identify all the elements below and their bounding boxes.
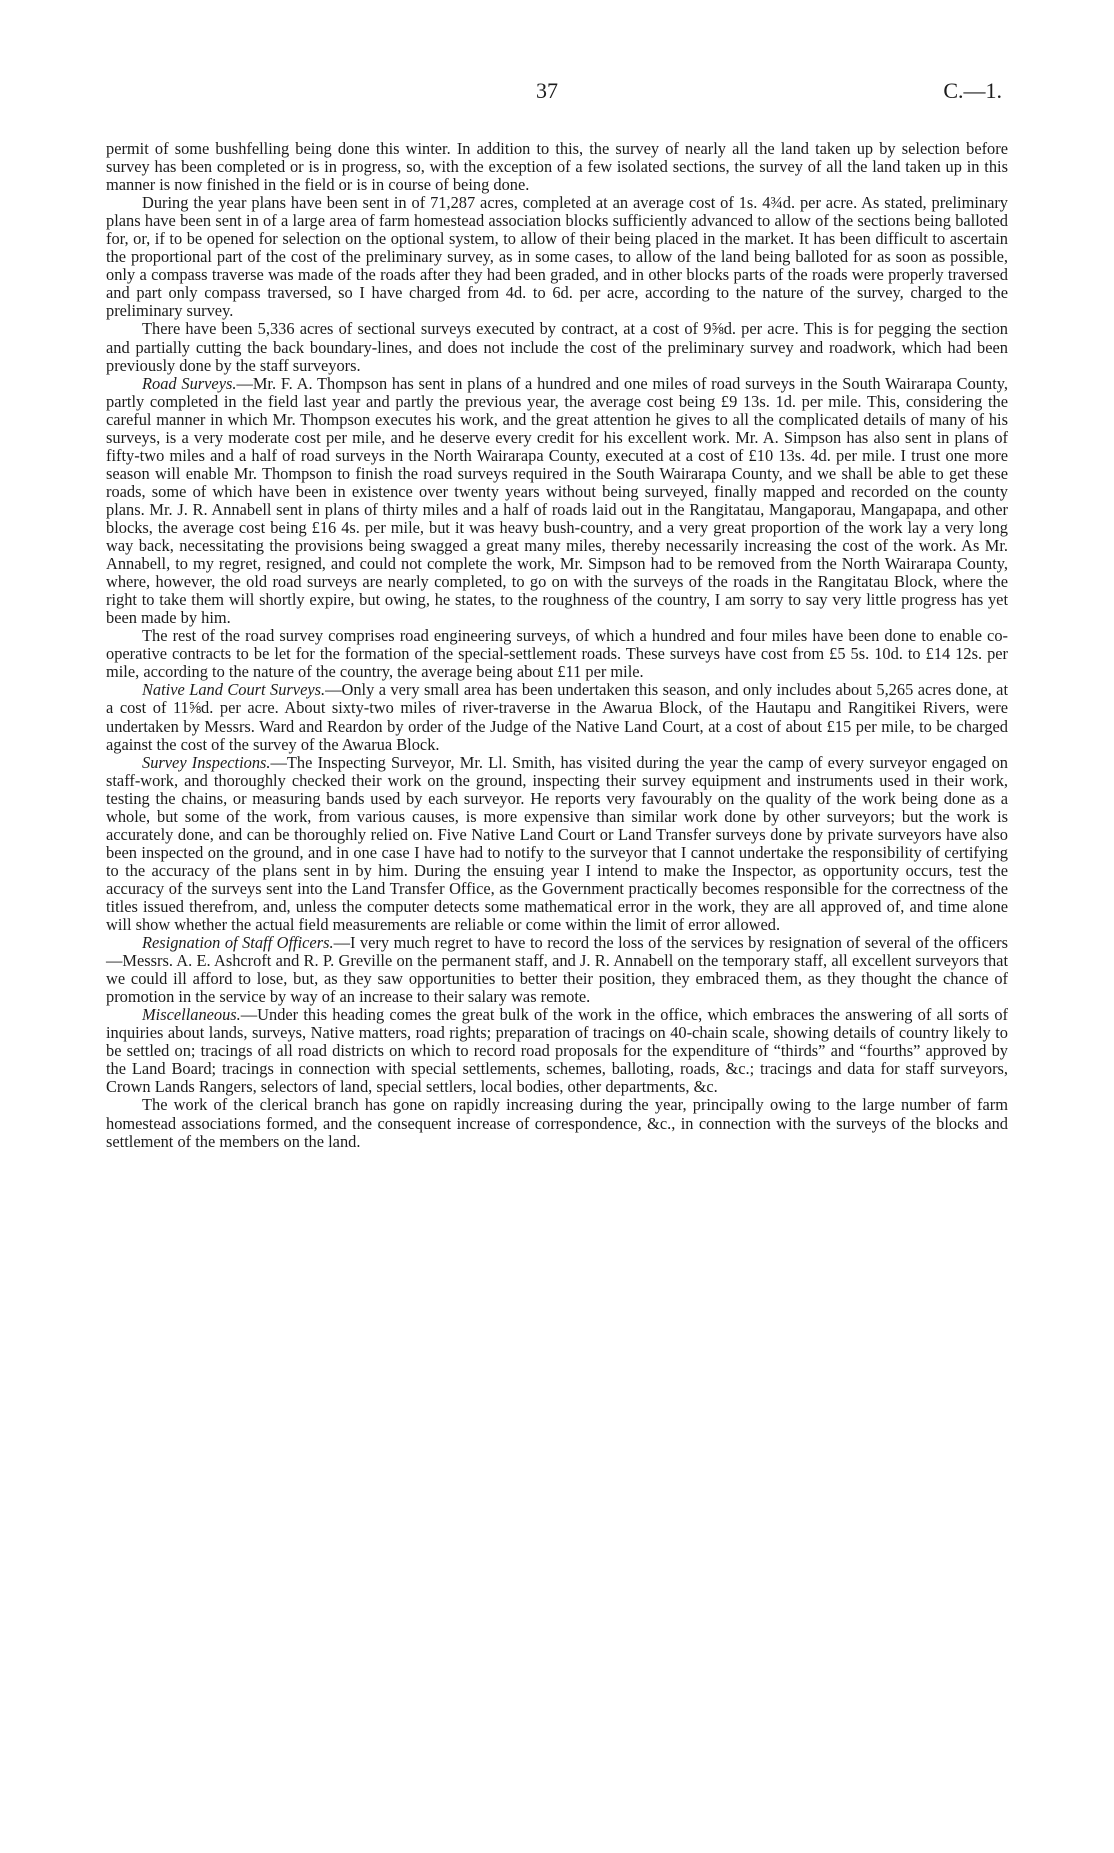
paragraph-text: —Mr. F. A. Thompson has sent in plans of a hundred and one miles of road surveys in the South Wairarapa County, partly completed in the field last year and partly the previous year, the average cost being £9 13s. 1d. per mile. This, considering the careful manner in which Mr. Thompson executes his work, and the great attention he gives to all the complicated details of many of his surveys, is a very moderate cost per mile, and he deserve every credit for his excellent work. Mr. A. Simpson has also sent in plans of fifty-two miles and a half of road surveys in the North Wairarapa County, executed at a cost of £10 13s. 4d. per mile. I trust one more season will enable Mr. Thompson to finish the road surveys required in the South Wairarapa County, and we shall be able to get these roads, some of which have been in existence over twenty years without being surveyed, finally mapped and recorded on the county plans. Mr. J. R. Annabell sent in plans of thirty miles and a half of roads laid out in the Rangitatau, Mangaporau, Mangapapa, and other blocks, the average cost being £16 4s. per mile, but it was heavy bush-country, and a very great proportion of the work lay a very long way back, necessitating the provisions being swagged a great many miles, thereby necessarily increasing the cost of the work. As Mr. Annabell, to my regret, resigned, and could not complete the work, Mr. Simpson had to be removed from the North Wairarapa County, where, however, the old road surveys are nearly completed, to go on with the surveys of the roads in the Rangitatau Block, where the right to take them will shortly expire, but owing, he states, to the roughness of the country, I am sorry to say very little progress has yet been made by him. [106, 373, 1008, 628]
document-reference: C.—1. [943, 78, 1002, 103]
body-text [106, 140, 1008, 1151]
paragraph-text: —Only a very small area has been undertaken this season, and only includes about 5,265 acres done, at a cost of 11⅝d. per acre. About sixty-two miles of river-traverse in the Awarua Block, of the Hautapu and Rangitikei Rivers, were undertaken by Messrs. Ward and Reardon by order of the Judge of the Native Land Court, at a cost of about £15 per mile, to be charged against the cost of the survey of the Awarua Block. [106, 680, 1009, 754]
paragraph-text: The work of the clerical branch has gone on rapidly increasing during the year, principally owing to the large number of farm homestead associations formed, and the consequent increase of correspondence, &c., in connection with the surveys of the blocks and settlement of the members on the land. [106, 1095, 1008, 1151]
page-header [0, 78, 1114, 112]
paragraph-road-engineering [106, 627, 1008, 681]
paragraph-road-surveys [106, 375, 1008, 628]
paragraph-text: The rest of the road survey comprises road engineering surveys, of which a hundred and four miles have been done to enable co-operative contracts to be let for the formation of the special-settlement roads. These surveys have cost from £5 5s. 10d. to £14 12s. per mile, according to the nature of the country, the average being about £11 per mile. [106, 626, 1008, 682]
paragraph-miscellaneous [106, 1006, 1008, 1096]
page-number: 37 [536, 78, 558, 103]
paragraph-native-land-court [106, 681, 1008, 753]
paragraph-survey-inspections [106, 754, 1008, 934]
section-heading-native-land-court: Native Land Court Surveys. [142, 680, 326, 700]
paragraph-text: —I very much regret to have to record the loss of the services by resignation of several of the officers—Messrs. A. E. Ashcroft and R. P. Greville on the permanent staff, and J. R. Annabell on the temporary staff, all excellent surveyors that we could ill afford to lose, but, as they saw opportunities to better their position, they embraced them, as they thought the chance of promotion in the service by way of an increase to their salary was remote. [106, 933, 1008, 1007]
paragraph-clerical-branch [106, 1096, 1008, 1150]
paragraph-sectional-surveys [106, 320, 1008, 374]
paragraph-text: During the year plans have been sent in of 71,287 acres, completed at an average cost of 1s. 4¾d. per acre. As stated, preliminary plans have been sent in of a large area of farm homestead association blocks sufficiently advanced to allow of the sections being balloted for, or, if to be opened for selection on the optional system, to allow of their being placed in the market. It has been difficult to ascertain the proportional part of the cost of the preliminary survey, as in some cases, to allow of the land being balloted for as soon as possible, only a compass traverse was made of the roads after they had been graded, and in other blocks parts of the roads were properly traversed and part only compass traversed, so I have charged from 4d. to 6d. per acre, according to the nature of the survey, charged to the preliminary survey. [106, 193, 1008, 321]
paragraph-text: permit of some bushfelling being done this winter. In addition to this, the survey of nearly all the land taken up by selection before survey has been completed or is in progress, so, with the exception of a few isolated sections, the survey of all the land taken up in this manner is now finished in the field or is in course of being done. [106, 139, 1008, 195]
paragraph-resignation [106, 934, 1008, 1006]
section-heading-miscellaneous: Miscellaneous. [142, 1005, 241, 1025]
paragraph-text: —The Inspecting Surveyor, Mr. Ll. Smith, has visited during the year the camp of every surveyor engaged on staff-work, and thoroughly checked their work on the ground, inspecting their survey equipment and instruments used in their work, testing the chains, or measuring bands used by each surveyor. He reports very favourably on the quality of the work being done as a whole, but some of the work, from various causes, is more expensive than similar work done by other surveyors; but the work is accurately done, and can be thoroughly relied on. Five Native Land Court or Land Transfer surveys done by private surveyors have also been inspected on the ground, and in one case I have had to notify to the surveyor that I cannot undertake the responsibility of certifying to the accuracy of the plans sent in by him. During the ensuing year I intend to make the Inspector, as opportunity occurs, test the accuracy of the surveys sent into the Land Transfer Office, as the Government practically becomes responsible for the correctness of the titles issued therefrom, and, unless the computer detects some mathematical error in the work, they are all approved of, and time alone will show whether the actual field measurements are reliable or come within the limit of error allowed. [106, 752, 1008, 935]
paragraph-text: —Under this heading comes the great bulk of the work in the office, which embraces the answering of all sorts of inquiries about lands, surveys, Native matters, road rights; preparation of tracings on 40-chain scale, showing details of country likely to be settled on; tracings of all road districts on which to record road proposals for the expenditure of “thirds” and “fourths” approved by the Land Board; tracings in connection with special settlements, schemes, balloting, roads, &c.; tracings and data for staff surveyors, Crown Lands Rangers, selectors of land, special settlers, local bodies, other departments, &c. [106, 1005, 1008, 1097]
section-heading-road-surveys: Road Surveys. [142, 373, 237, 393]
paragraph-plans-sent [106, 194, 1008, 320]
paragraph-text: There have been 5,336 acres of sectional surveys executed by contract, at a cost of 9⅝d. per acre. This is for pegging the section and partially cutting the back boundary-lines, and does not include the cost of the preliminary survey and roadwork, which had been previously done by the staff surveyors. [106, 319, 1008, 375]
section-heading-resignation: Resignation of Staff Officers. [142, 933, 334, 953]
section-heading-survey-inspections: Survey Inspections. [142, 752, 271, 772]
paragraph-continued [106, 140, 1008, 194]
